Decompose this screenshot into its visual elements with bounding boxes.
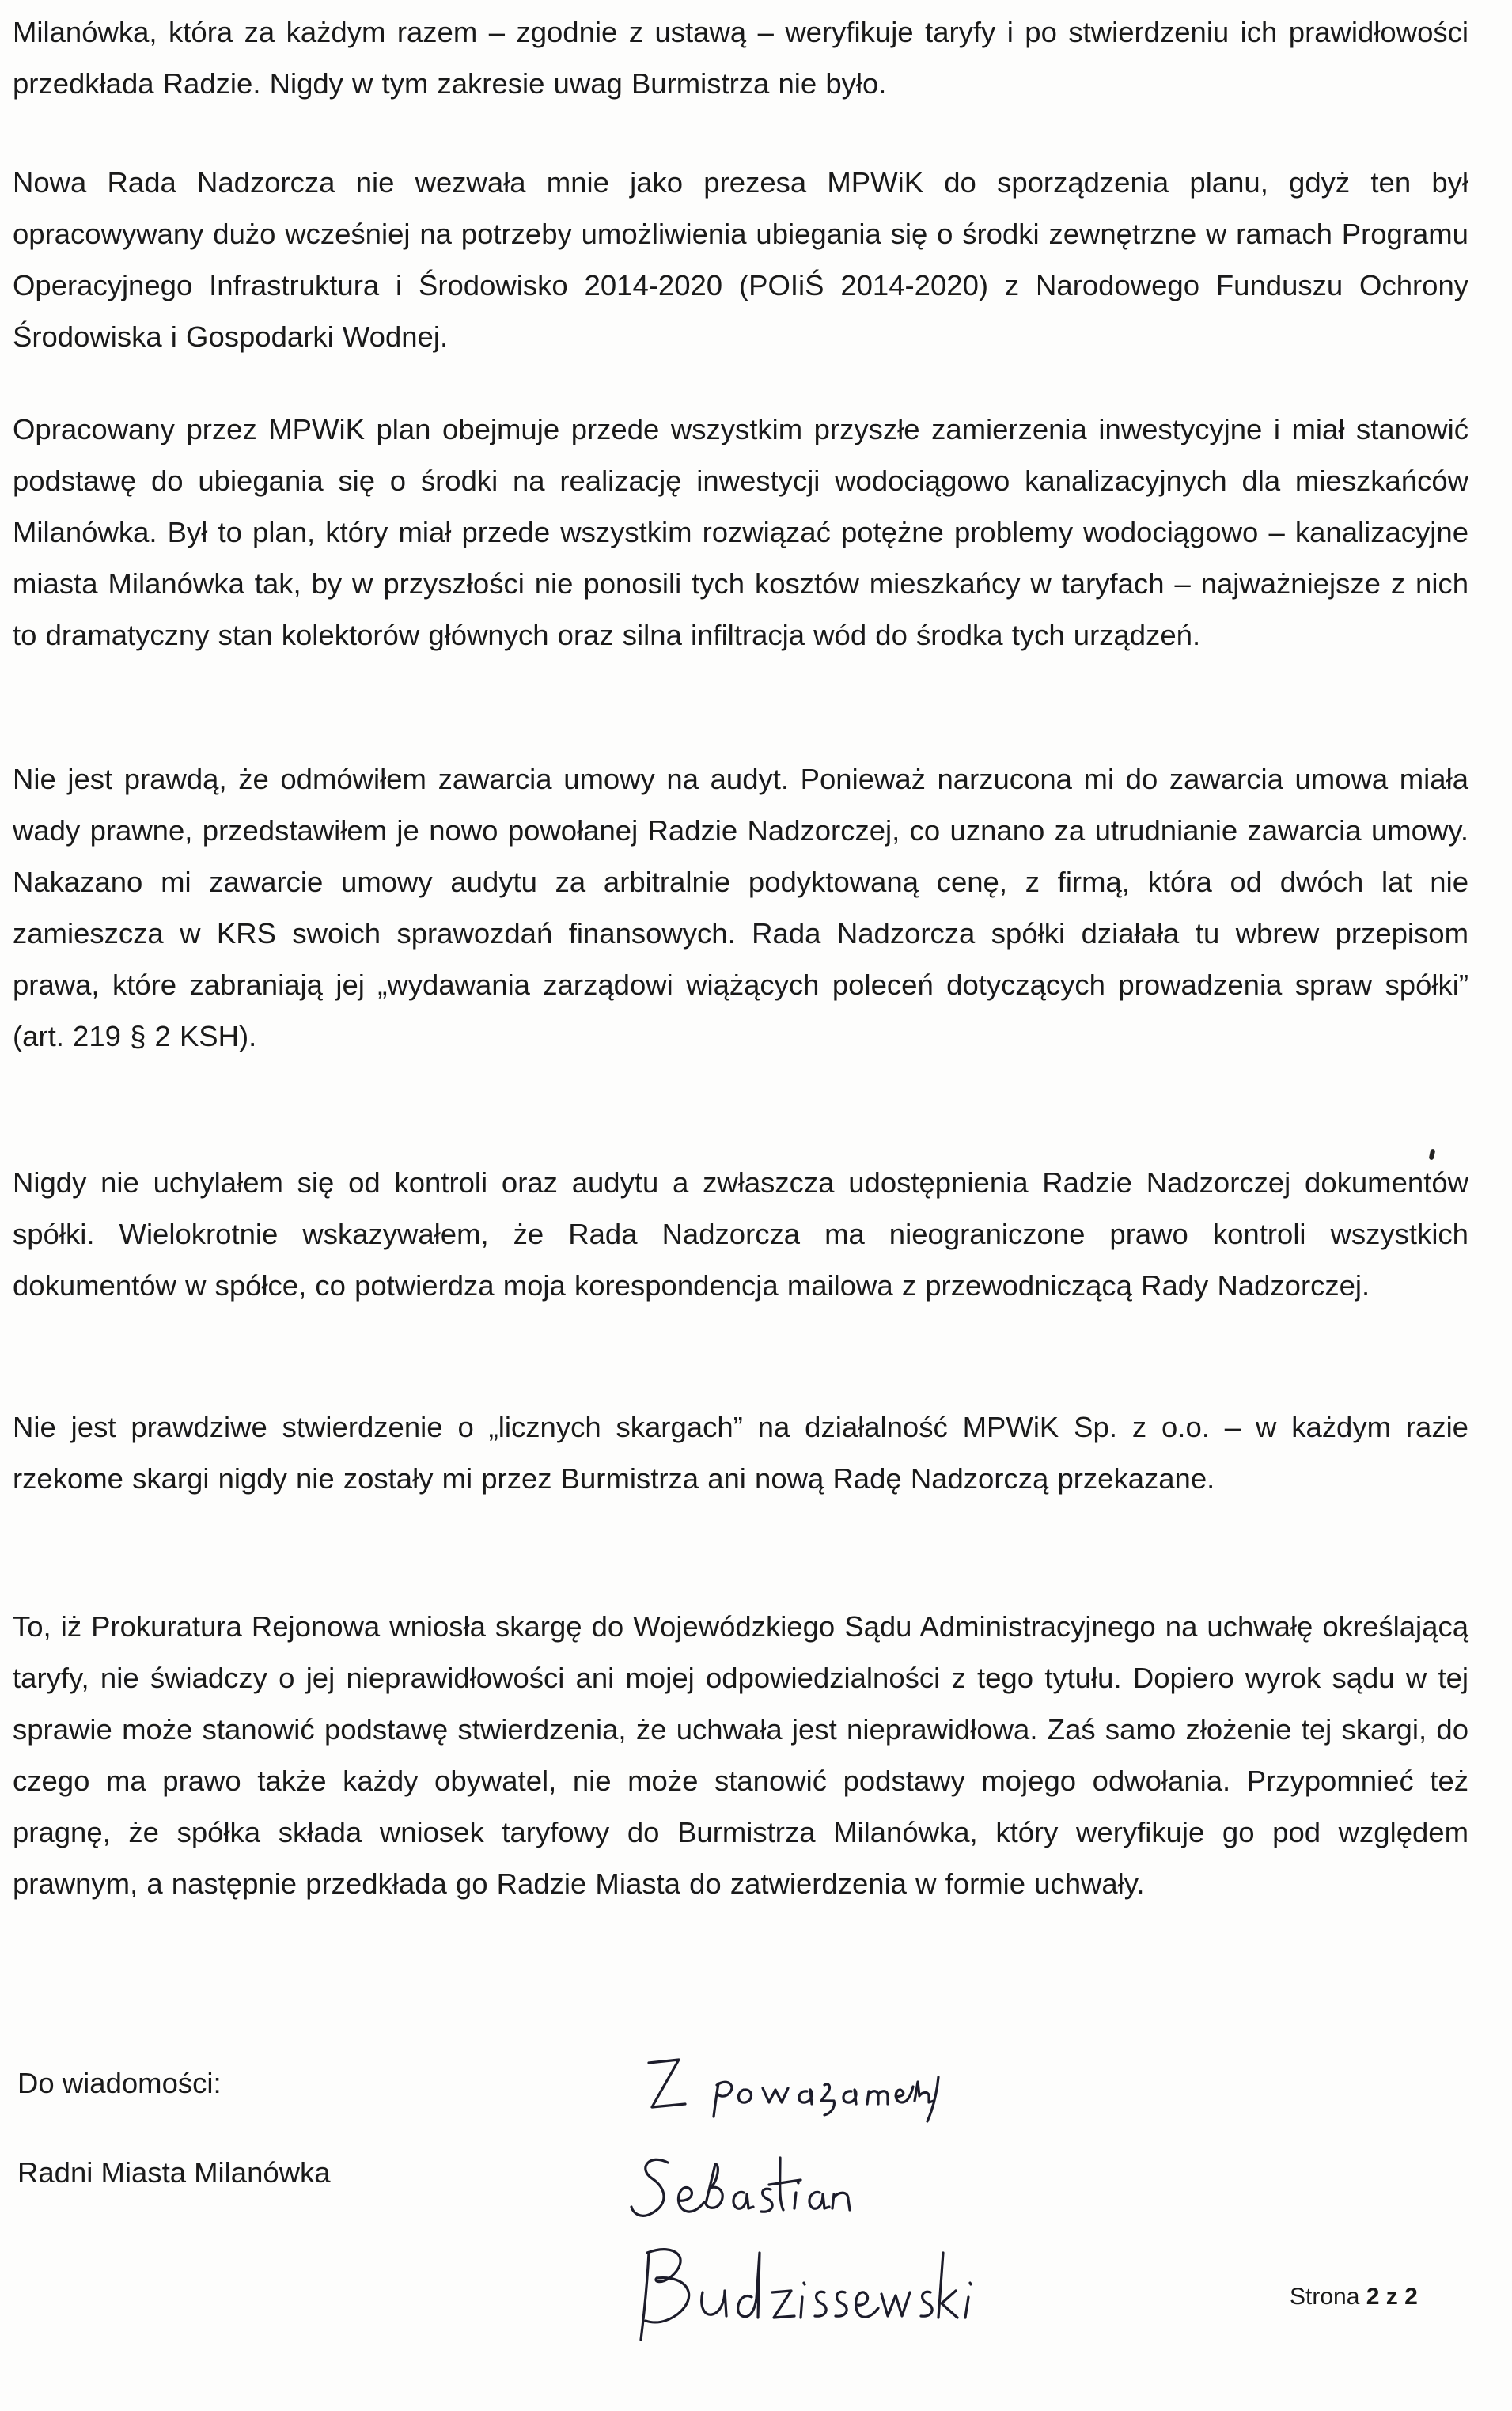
cc-recipient: Radni Miasta Milanówka — [17, 2156, 331, 2189]
paragraph-control: Nigdy nie uchylałem się od kontroli oraz audytu a zwłaszcza udostępnienia Radzie Nadzorczej dokumentów spółki. Wielokrotnie wskazywałem, że Rada Nadzorcza ma nieograniczone prawo kontroli wszystkich dokumentów w spółce, co potwierdza moja korespondencja mailowa z przewodniczącą Rady Nadzorczej. — [13, 1166, 1468, 1302]
cc-label: Do wiadomości: — [17, 2067, 222, 2099]
paragraph-investment-plan: Opracowany przez MPWiK plan obejmuje przede wszystkim przyszłe zamierzenia inwestycyjne i miał stanowić podstawę do ubiegania się o środki na realizację inwestycji wodociągowo kanalizacyjnych dla mieszkańców Milanówka. Był to plan, który miał przede wszystkim rozwiązać potężne problemy wodociągowo – kanalizacyjne miasta Milanówka tak, by w przyszłości nie ponosili tych kosztów mieszkańcy w taryfach – najważniejsze z nich to dramatyczny stan kolektorów głównych oraz silna infiltracja wód do środka tych urządzeń. — [13, 413, 1468, 651]
page-total: 2 — [1404, 2284, 1418, 2310]
paragraph-plan: Nowa Rada Nadzorcza nie wezwała mnie jako prezesa MPWiK do sporządzenia planu, gdyż ten był opracowywany dużo wcześniej na potrzeby umożliwienia ubiegania się o środki zewnętrzne w ramach Programu Operacyjnego Infrastruktura i Środowisko 2014-2020 (POIiŚ 2014-2020) z Narodowego Funduszu Ochrony Środowiska i Gospodarki Wodnej. — [13, 166, 1468, 353]
paragraph-complaints: Nie jest prawdziwe stwierdzenie o „licznych skargach” na działalność MPWiK Sp. z o.o. – w każdym razie rzekome skargi nigdy nie zostały mi przez Burmistrza ani nową Radę Nadzorczą przekazane. — [13, 1411, 1468, 1495]
page-separator: z — [1385, 2284, 1398, 2310]
paragraph-prosecutor: To, iż Prokuratura Rejonowa wniosła skargę do Wojewódzkiego Sądu Administracyjnego na uchwałę określającą taryfy, nie świadczy o jej nieprawidłowości ani mojej odpowiedzialności z tego tytułu. Dopiero wyrok sądu w tej sprawie może stanowić podstawę stwierdzenia, że uchwała jest nieprawidłowa. Zaś samo złożenie tej skargi, do czego ma prawo także każdy obywatel, nie może stanowić podstawy mojego odwołania. Przypomnieć też pragnę, że spółka składa wniosek taryfowy do Burmistrza Milanówka, który weryfikuje go pod względem prawnym, a następnie przedkłada go Radzie Miasta do zatwierdzenia w formie uchwały. — [13, 1610, 1468, 1900]
paragraph-continuation: Milanówka, która za każdym razem – zgodnie z ustawą – weryfikuje taryfy i po stwierdzeniu ich prawidłowości przedkłada Radzie. Nigdy w tym zakresie uwag Burmistrza nie było. — [13, 16, 1468, 100]
handwritten-signature — [617, 2045, 1108, 2378]
page-number — [1290, 2284, 1418, 2311]
page-current: 2 — [1366, 2284, 1380, 2310]
paragraph-audit: Nie jest prawdą, że odmówiłem zawarcia umowy na audyt. Ponieważ narzucona mi do zawarcia umowa miała wady prawne, przedstawiłem je nowo powołanej Radzie Nadzorczej, co uznano za utrudnianie zawarcia umowy. Nakazano mi zawarcie umowy audytu za arbitralnie podyktowaną cenę, z firmą, która od dwóch lat nie zamieszcza w KRS swoich sprawozdań finansowych. Rada Nadzorcza spółki działała tu wbrew przepisom prawa, które zabraniają jej „wydawania zarządowi wiążących poleceń dotyczących prowadzenia spraw spółki” (art. 219 § 2 KSH). — [13, 763, 1468, 1052]
page-label: Strona — [1290, 2284, 1360, 2310]
